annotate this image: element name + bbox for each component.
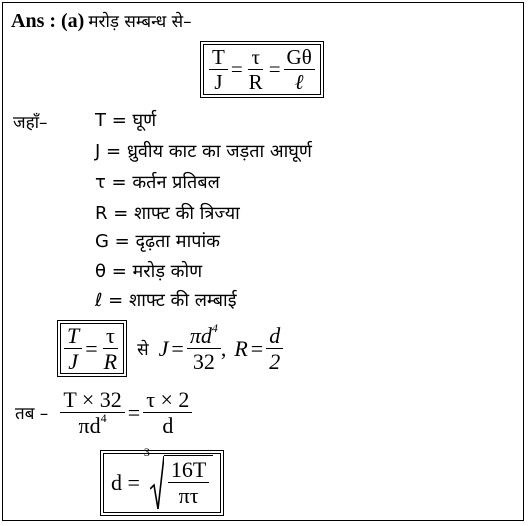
answer-label: Ans : (a) xyxy=(11,10,85,32)
fraction-T-over-J-italic xyxy=(64,324,82,373)
final-result-box xyxy=(100,445,224,516)
definition-R: R = शाफ्ट की त्रिज्या xyxy=(95,203,240,224)
fraction-pi-d4-over-32 xyxy=(187,321,221,375)
denominator-pi-d4 xyxy=(75,413,109,437)
root-index: 3 xyxy=(143,445,150,459)
numerator-pi-d4 xyxy=(187,321,221,349)
answer-heading xyxy=(11,9,192,33)
denominator-2: 2 xyxy=(269,349,281,375)
symbol-J: J xyxy=(214,70,223,95)
numerator-tau-times-2: τ × 2 xyxy=(143,388,192,413)
fraction-T-over-J xyxy=(209,46,228,93)
definition-length: ℓ = शाफ्ट की लम्बाई xyxy=(95,290,237,311)
symbol-T: T xyxy=(209,46,228,70)
numerator-T-times-32: T × 32 xyxy=(60,388,124,413)
symbol-R: R xyxy=(234,335,248,361)
radicand xyxy=(164,455,213,511)
definition-G: G = दृढ़ता मापांक xyxy=(95,231,220,252)
denominator-pi-tau: πτ xyxy=(178,483,199,509)
definition-tau: τ = कर्तन प्रतिबल xyxy=(95,172,220,193)
symbol-J: J xyxy=(158,335,169,361)
se-text: से xyxy=(137,340,149,361)
torsion-formula-box xyxy=(200,41,324,98)
denominator-d: d xyxy=(162,413,174,439)
fraction-16T-over-pi-tau xyxy=(168,458,209,507)
substitution-line: $\frac{T}{J}$ = $\frac{\tau}{R}$ से J = $\frac{\pi d^4}{32}$ , R = $\frac{d}{2}$ xyxy=(57,320,283,377)
fraction-d-over-2 xyxy=(266,324,283,373)
equals-sign: = xyxy=(250,335,264,361)
equals-sign: = xyxy=(268,57,281,82)
tab-equation-line: तब – $\frac{T \times 32}{\pi d^4}$ = $\frac{\tau \times 2}{d}$ xyxy=(15,388,192,437)
fraction-tau-over-R xyxy=(246,46,266,93)
comma: , xyxy=(220,335,227,361)
fraction-T32-over-pid4 xyxy=(60,388,124,437)
symbol-J: J xyxy=(68,349,78,375)
symbol-G-theta: Gθ xyxy=(284,46,315,70)
relation-text: मरोड़ सम्बन्ध से– xyxy=(88,12,192,32)
ratio-box: $\frac{T}{J}$ = $\frac{\tau}{R}$ xyxy=(57,320,127,377)
denominator-32: 32 xyxy=(192,349,215,375)
symbol-R: R xyxy=(248,70,263,95)
fraction-tau-over-R-italic xyxy=(101,324,120,373)
definition-theta: θ = मरोड़ कोण xyxy=(95,261,203,282)
fraction-Gtheta-over-l xyxy=(284,46,315,93)
symbol-tau: τ xyxy=(103,324,118,349)
equals-sign: = xyxy=(230,57,243,82)
final-lhs: d = xyxy=(111,470,140,495)
pi-d: πd xyxy=(78,413,101,439)
exponent-4: 4 xyxy=(211,321,218,335)
symbol-d: d xyxy=(266,324,283,349)
fraction-tau2-over-d xyxy=(143,388,192,437)
pi-d: πd xyxy=(189,323,212,348)
radical-sign-icon xyxy=(150,455,164,511)
definition-T: T = घूर्ण xyxy=(95,110,157,131)
tab-label: तब – xyxy=(15,404,49,425)
exponent-4: 4 xyxy=(100,411,107,426)
where-label: जहाँ– xyxy=(13,113,48,133)
answer-card xyxy=(2,2,524,521)
symbol-T: T xyxy=(64,324,82,349)
symbol-length: ℓ xyxy=(294,70,304,95)
symbol-tau: τ xyxy=(248,46,262,70)
cube-root xyxy=(143,445,213,511)
numerator-16T: 16T xyxy=(168,458,209,483)
symbol-R: R xyxy=(103,349,118,375)
definition-J: J = ध्रुवीय काट का जड़ता आघूर्ण xyxy=(95,141,312,162)
